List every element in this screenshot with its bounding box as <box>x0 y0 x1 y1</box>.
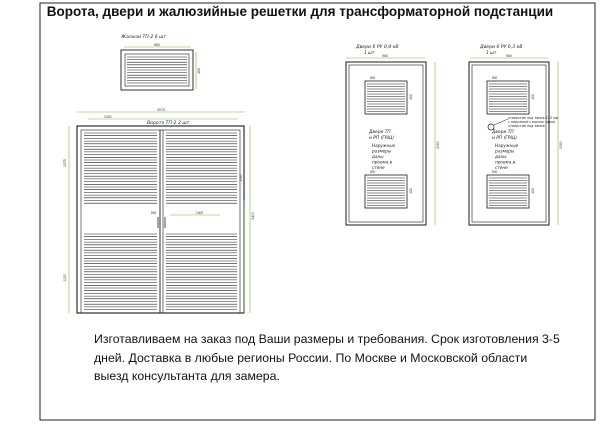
door-2-note-line-5: стене <box>495 165 508 170</box>
door-2-note-line-1: Наружные <box>495 143 519 148</box>
grille-width-label: 860 <box>154 43 160 47</box>
gates-lower-label-right: 1060 <box>239 174 243 182</box>
page-title: Ворота, двери и жалюзийные решетки для трансформаторной подстанции <box>46 4 554 19</box>
door-1-note-line-5: стене <box>372 165 385 170</box>
door-2-label-line-2: и РП (ГРЩ) <box>492 136 517 141</box>
door-1-caption-line-2: 1 шт <box>364 50 375 55</box>
door-2-upper-louver-height-label: 400 <box>531 94 535 100</box>
door-2-upper-louver-slats <box>489 84 527 112</box>
door-1-note-line-2: размеры <box>372 148 392 154</box>
door-1-caption-line-1: Двери 6 РУ 0,4 кВ <box>356 45 399 50</box>
gates-height-label-right: 2400 <box>251 212 255 220</box>
door-2-upper-louver-width-label: 800 <box>492 76 498 80</box>
grille-height-label: 400 <box>197 68 201 74</box>
grille-caption: Жалюзи ТП-2 6 шт <box>121 35 167 40</box>
door-2-note-line-3: даны <box>495 154 507 159</box>
grille-drawing <box>120 34 201 90</box>
description-text: Изготавливаем на заказ под Ваши размеры и требования. Срок изготовления 3-5 дней. Доставка в любые регионы России. По Москве и Московской области выезд консультанта для замера. <box>94 332 560 383</box>
door-1-upper-louver-width-label: 800 <box>370 76 376 80</box>
gates-height-label-left: 2275 <box>63 159 67 167</box>
door-1-note-line-4: проема в <box>372 159 393 165</box>
door-2-lower-louver-slats <box>489 178 527 206</box>
door-1-drawing <box>346 44 440 225</box>
door-1-label-line-1: Двери ТП <box>369 130 391 135</box>
gates-leaf-width-label: 1030 <box>104 115 112 119</box>
door-2-label-line-1: Двери ТП <box>492 130 514 135</box>
gates-inner-height-label: 1000 <box>196 211 204 215</box>
door-1-note-line-3: даны <box>372 154 384 159</box>
gates-outer-frame <box>77 126 244 313</box>
door-1-lower-louver-height-label: 400 <box>409 188 413 194</box>
door-2-lower-louver-width-label: 800 <box>492 170 498 174</box>
gates-caption: Ворота ТП-2 2 шт <box>147 121 190 126</box>
door-1-note-line-1: Наружные <box>372 143 396 148</box>
gates-louvers <box>84 133 237 310</box>
door-1-label-line-2: и РП (ГРЩ) <box>369 136 394 141</box>
door-1-lower-louver-width-label: 800 <box>370 170 376 174</box>
door-2-note-line-4: проема в <box>495 159 516 165</box>
door-2-note-line-2: размеры <box>495 148 515 154</box>
door-2-caption-line-1: Двери 6 РУ 6,3 кВ <box>480 45 523 50</box>
gates-drawing <box>63 108 255 313</box>
door-1-lower-louver-slats <box>367 178 405 206</box>
door-1-height-label: 2060 <box>436 141 440 149</box>
door-1-upper-louver-slats <box>367 84 405 112</box>
door-2-width-label: 960 <box>506 54 512 58</box>
door-2-lock-note-line-3: отверстие под замок <box>508 124 545 128</box>
door-2-drawing <box>469 44 563 225</box>
door-1-width-label: 960 <box>382 54 388 58</box>
door-2-lock-leader <box>494 119 508 125</box>
door-1-upper-louver-height-label: 400 <box>409 94 413 100</box>
door-2-height-label: 2060 <box>559 141 563 149</box>
door-2-caption-line-2: 1 шт <box>486 50 497 55</box>
door-2-lock-note-line-1: отверстие под замок 125 мм <box>508 116 559 120</box>
door-2-lock-note-line-2: с наружной стороны замок <box>508 120 556 124</box>
grille-slats <box>127 57 187 83</box>
gates-lower-label-left: 1130 <box>63 274 67 282</box>
gates-inner-dim-label: 800 <box>151 211 157 215</box>
door-2-lower-louver-height-label: 400 <box>531 188 535 194</box>
gates-width-label: 2070 <box>157 108 165 112</box>
